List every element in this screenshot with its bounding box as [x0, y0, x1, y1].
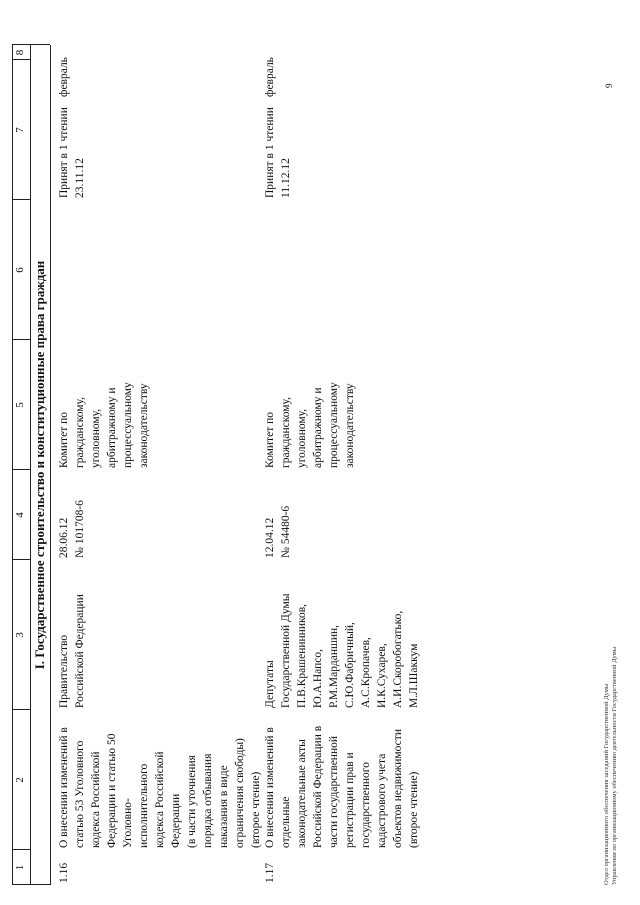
- column-number: 3: [14, 632, 26, 638]
- bill-status: Принят в 1 чтении 11.12.12: [264, 107, 292, 198]
- header-divider: [30, 45, 31, 885]
- page-footer: Отдел организационного обеспечения заседаний Государственной Думы Управления по организационному обеспечению деятельности Государственной Думы: [603, 646, 618, 885]
- bill-title: О внесении изменений в отдельные законодательные акты Российской Федерации в части государственной регистрации прав и государственного кадастрового учета объектов недвижимости (второе чтение): [264, 725, 420, 848]
- committee: Комитет по гражданскому, уголовному, арбитражному и процессуальному законодательству: [58, 382, 150, 468]
- table-top-border: [12, 45, 13, 885]
- planned-month: февраль: [264, 57, 276, 97]
- registration: 28.06.12 № 101708-6: [58, 500, 86, 558]
- planned-month: февраль: [58, 57, 70, 97]
- bill-author: Правительство Российской Федерации: [58, 594, 86, 708]
- column-number: 2: [14, 777, 26, 783]
- committee: Комитет по гражданскому, уголовному, арбитражному и процессуальному законодательству: [264, 382, 356, 468]
- bill-author: Депутаты Государственной Думы П.В.Крашенинников, Ю.А.Напсо, Р.М.Марданшин, С.Ю.Фабричный, А.С.Кропачев, И.К.Сухарев, А.И.Скоробогатько, М.Л.Шаккум: [264, 593, 420, 708]
- section-divider: [50, 45, 51, 885]
- column-number: 1: [14, 864, 26, 871]
- column-number: 8: [14, 49, 26, 56]
- bill-title: О внесении изменений в статью 53 Уголовного кодекса Российской Федерации и статью 50 Уголовно- исполнительного кодекса Российской Федерации (в части уточнения порядка отбывания наказания в виде ограничения свободы) (второе чтение): [58, 727, 262, 848]
- section-title: I. Государственное строительство и конституционные права граждан: [32, 260, 47, 670]
- column-number: 4: [14, 512, 26, 518]
- column-number: 6: [14, 267, 26, 273]
- column-number: 5: [14, 402, 26, 408]
- page-number: 9: [604, 83, 614, 88]
- row-number: 1.17: [264, 862, 276, 883]
- row-number: 1.16: [58, 862, 70, 883]
- column-number: 7: [14, 127, 26, 133]
- registration: 12.04.12 № 54480-6: [264, 505, 292, 558]
- bill-status: Принят в 1 чтении 23.11.12: [58, 107, 86, 198]
